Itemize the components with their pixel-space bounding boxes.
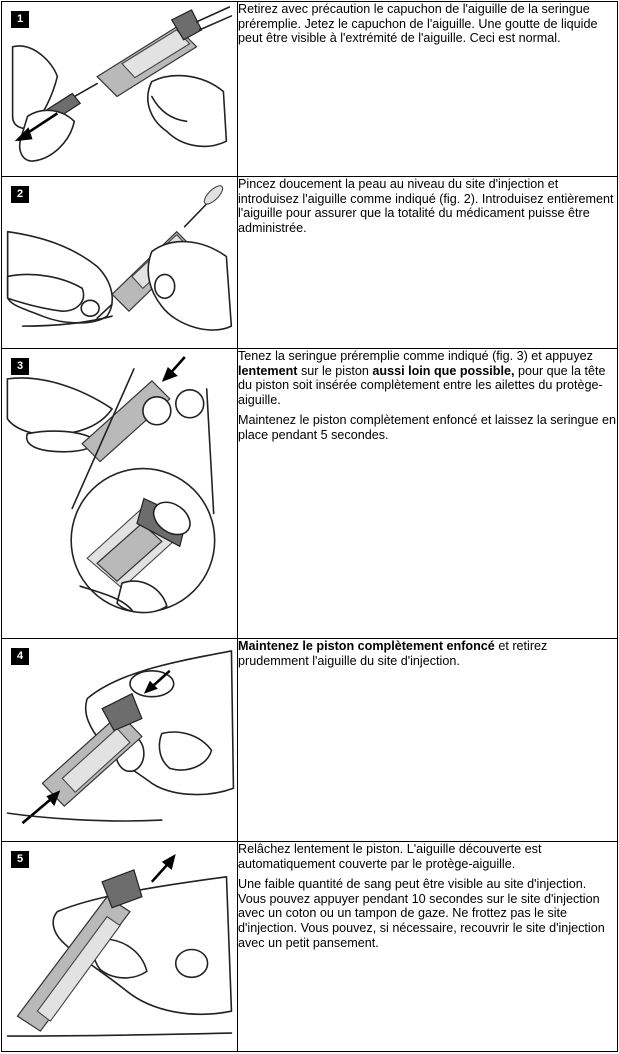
emphasis-text: Maintenez le piston complètement enfoncé bbox=[238, 639, 495, 653]
step-5-illustration bbox=[2, 842, 237, 1051]
step-5-paragraph bbox=[238, 877, 617, 950]
step-4-paragraph bbox=[238, 639, 617, 668]
step-3-illustration-cell bbox=[2, 349, 238, 639]
step-2-number-badge: 2 bbox=[11, 186, 29, 203]
step-row-4 bbox=[2, 639, 618, 842]
instruction-steps-table bbox=[1, 1, 618, 1052]
step-2-illustration-cell bbox=[2, 177, 238, 349]
step-row-1 bbox=[2, 2, 618, 177]
step-4-illustration-cell bbox=[2, 639, 238, 842]
step-3-number-badge: 3 bbox=[11, 358, 29, 375]
instruction-text: Tenez la seringue préremplie comme indiqué (fig. 3) et appuyez bbox=[238, 349, 593, 363]
instruction-text: sur le piston bbox=[297, 363, 373, 378]
step-1-number-badge: 1 bbox=[11, 11, 29, 28]
step-row-2 bbox=[2, 177, 618, 349]
step-2-text bbox=[238, 177, 618, 349]
step-4-number-badge: 4 bbox=[11, 648, 29, 665]
step-2-paragraph bbox=[238, 177, 617, 235]
step-5-illustration-cell bbox=[2, 842, 238, 1052]
instruction-text: Maintenez le piston complètement enfoncé et laissez la seringue en place pendant 5 secondes. bbox=[238, 413, 617, 442]
instruction-text: Relâchez lentement le piston. L'aiguille découverte est automatiquement couverte par le protège-aiguille. bbox=[238, 842, 542, 871]
instruction-text: Une faible quantité de sang peut être visible au site d'injection. Vous pouvez appuyer pendant 10 secondes sur le site d'injection avec un coton ou un tampon de gaze. Ne frottez pas le site d'injection. Vous pouvez, si nécessaire, recouvrir le site d'injection avec un petit pansement. bbox=[238, 877, 605, 950]
step-1-illustration-cell bbox=[2, 2, 238, 177]
step-1-paragraph bbox=[238, 2, 617, 46]
step-4-text bbox=[238, 639, 618, 842]
emphasis-text: aussi loin que possible, bbox=[372, 363, 515, 378]
step-1-text bbox=[238, 2, 618, 177]
instruction-text: pour que la tête du piston soit insérée complètement entre les ailettes du protège-aiguille. bbox=[238, 363, 606, 407]
step-2-illustration bbox=[2, 177, 237, 348]
step-4-illustration bbox=[2, 639, 237, 841]
step-5-text bbox=[238, 842, 618, 1052]
step-1-illustration bbox=[2, 2, 237, 176]
instruction-text: et retirez prudemment l'aiguille du site d'injection. bbox=[238, 639, 548, 668]
step-3-illustration bbox=[2, 349, 237, 638]
emphasis-text: lentement bbox=[238, 363, 298, 378]
instruction-text: Pincez doucement la peau au niveau du site d'injection et introduisez l'aiguille comme indiqué (fig. 2). Introduisez entièrement l'aiguille pour assurer que la totalité du médicament puisse être administrée. bbox=[238, 177, 614, 235]
step-3-text bbox=[238, 349, 618, 639]
step-5-paragraph bbox=[238, 842, 617, 871]
step-row-3 bbox=[2, 349, 618, 639]
step-row-5 bbox=[2, 842, 618, 1052]
step-5-number-badge: 5 bbox=[11, 851, 29, 868]
step-3-paragraph bbox=[238, 413, 617, 442]
instruction-text: Retirez avec précaution le capuchon de l'aiguille de la seringue préremplie. Jetez le capuchon de l'aiguille. Une goutte de liquide peut être visible à l'extrémité de l'aiguille. Ceci est normal. bbox=[238, 2, 598, 46]
step-3-paragraph bbox=[238, 349, 617, 407]
